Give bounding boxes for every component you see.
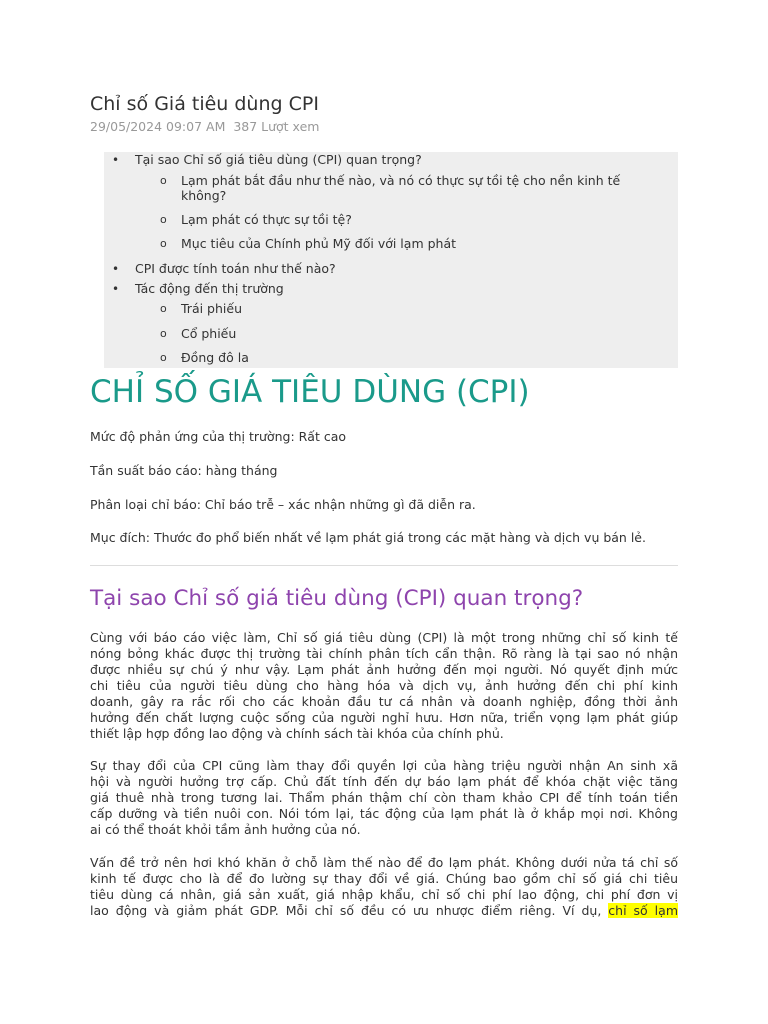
paragraph-3: Vấn đề trở nên hơi khó khăn ở chỗ làm thế nào để đo lạm phát. Không dưới nửa tá chỉ số kinh tế được cho là để đo lường sự thay đổi về giá. Chúng bao gồm chỉ số giá chi tiêu tiêu dùng cá nhân, giá sản xuất, giá nhập khẩu, chỉ số chi phí lao động, chi phí đơn vị lao động và giảm phát GDP. Mỗi chỉ số đều có ưu nhược điểm riêng. Ví dụ, chỉ số lạm — [90, 855, 678, 918]
toc-item-why-cpi[interactable]: Tại sao Chỉ số giá tiêu dùng (CPI) quan trọng? — [135, 152, 422, 167]
article-date: 29/05/2024 09:07 AM — [90, 119, 226, 134]
toc-sub-item-stocks[interactable]: Cổ phiếu — [181, 326, 237, 341]
toc-sub-item-bonds[interactable]: Trái phiếu — [181, 301, 242, 316]
toc-bullet: • — [112, 282, 120, 296]
toc-sub-bullet: o — [160, 213, 167, 226]
toc-sub-bullet: o — [160, 174, 167, 187]
toc-sub-item-inflation-start[interactable]: Lạm phát bắt đầu như thế nào, và nó có thực sự tồi tệ cho nền kinh tế không? — [181, 173, 621, 203]
toc-bullet: • — [112, 153, 120, 167]
article-title: Chỉ số Giá tiêu dùng CPI — [90, 93, 319, 115]
toc-sub-bullet: o — [160, 302, 167, 315]
article-meta — [90, 119, 319, 134]
toc-bullet: • — [112, 262, 120, 276]
fact-market-reaction: Mức độ phản ứng của thị trường: Rất cao — [90, 429, 347, 444]
paragraph-1: Cùng với báo cáo việc làm, Chỉ số giá tiêu dùng (CPI) là một trong những chỉ số kinh tế nóng bỏng khác được thị trường tài chính phân tích cẩn thận. Rõ ràng là tại sao nó nhận được nhiều sự chú ý như vậy. Lạm phát ảnh hưởng đến mọi người. Nó quyết định mức chi tiêu của người tiêu dùng cho hàng hóa và dịch vụ, ảnh hưởng đến chi phí kinh doanh, gây ra rắc rối cho các khoản đầu tư cá nhân và doanh nghiệp, đồng thời ảnh hưởng đến chất lượng cuộc sống của người nghỉ hưu. Hơn nữa, triển vọng lạm phát giúp thiết lập hợp đồng lao động và chính sách tài khóa của chính phủ. — [90, 630, 678, 741]
toc-sub-bullet: o — [160, 351, 167, 364]
toc-sub-item-dollar[interactable]: Đồng đô la — [181, 350, 249, 365]
article-views: 387 Lượt xem — [233, 119, 320, 134]
toc-sub-item-us-target[interactable]: Mục tiêu của Chính phủ Mỹ đối với lạm phát — [181, 236, 457, 251]
toc-sub-bullet: o — [160, 327, 167, 340]
fact-report-frequency: Tần suất báo cáo: hàng tháng — [90, 463, 278, 478]
toc-sub-item-inflation-bad[interactable]: Lạm phát có thực sự tồi tệ? — [181, 212, 352, 227]
section-heading-why-cpi: Tại sao Chỉ số giá tiêu dùng (CPI) quan trọng? — [90, 586, 584, 611]
main-heading: CHỈ SỐ GIÁ TIÊU DÙNG (CPI) — [90, 374, 530, 410]
toc-item-cpi-calculation[interactable]: CPI được tính toán như thế nào? — [135, 261, 336, 276]
highlighted-text: chỉ số lạm — [608, 903, 678, 918]
section-divider — [90, 565, 678, 566]
paragraph-2: Sự thay đổi của CPI cũng làm thay đổi quyền lợi của hàng triệu người nhận An sinh xã hội và người hưởng trợ cấp. Chủ đất tính đến dự báo lạm phát để khóa chặt việc tăng giá thuê nhà trong tương lai. Thẩm phán thậm chí còn tham khảo CPI để tính toán tiền cấp dưỡng và tiền nuôi con. Nói tóm lại, tác động của lạm phát là ở khắp mọi nơi. Không ai có thể thoát khỏi tầm ảnh hưởng của nó. — [90, 758, 678, 837]
toc-sub-bullet: o — [160, 237, 167, 250]
fact-purpose: Mục đích: Thước đo phổ biến nhất về lạm phát giá trong các mặt hàng và dịch vụ bán lẻ. — [90, 530, 646, 545]
toc-item-market-impact[interactable]: Tác động đến thị trường — [135, 281, 284, 296]
table-of-contents — [104, 152, 678, 368]
fact-indicator-type: Phân loại chỉ báo: Chỉ báo trễ – xác nhận những gì đã diễn ra. — [90, 497, 476, 512]
